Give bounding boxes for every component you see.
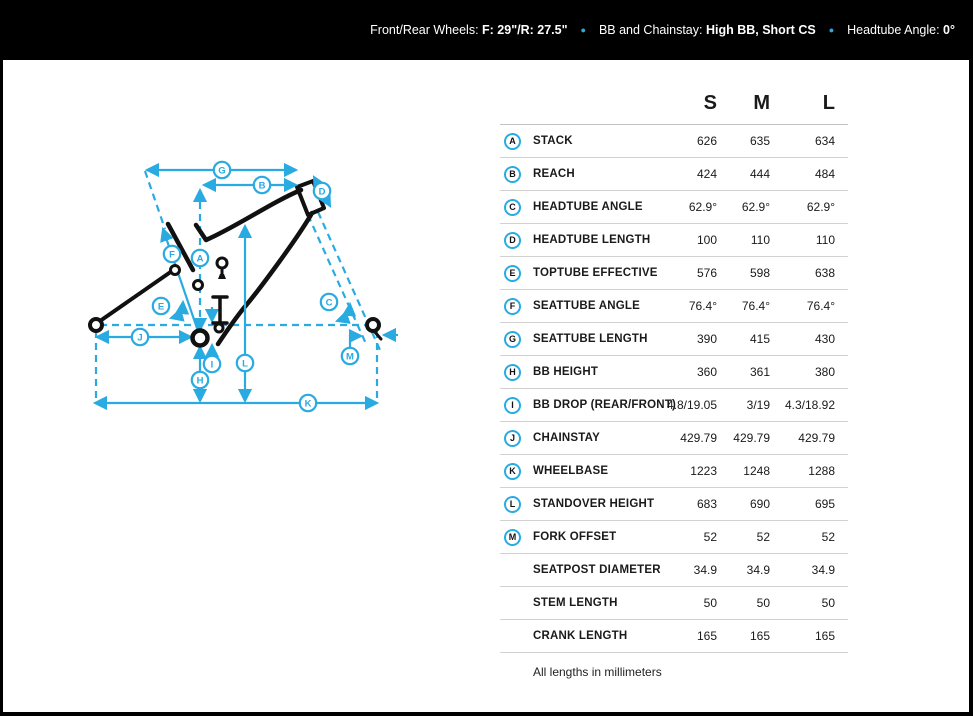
row-value-S: 683 xyxy=(696,497,717,511)
diagram-badge-letter: D xyxy=(318,186,326,198)
row-value-M: 50 xyxy=(756,596,770,610)
table-row xyxy=(500,158,848,191)
diagram-badge-letter: B xyxy=(258,180,266,192)
row-value-S: 390 xyxy=(696,332,717,346)
row-letter-badge: H xyxy=(504,364,521,381)
seat-axis-extension xyxy=(145,171,165,229)
row-value-S: 429.79 xyxy=(680,431,717,445)
row-value-L: 695 xyxy=(814,497,835,511)
seattube-angle-arc-E xyxy=(171,302,183,318)
table-row xyxy=(500,521,848,554)
bike-geometry-diagram xyxy=(64,150,414,415)
row-value-M: 76.4° xyxy=(741,299,770,313)
row-label: SEATPOST DIAMETER xyxy=(533,564,661,576)
row-value-M: 34.9 xyxy=(746,563,770,577)
row-value-S: 4.8/19.05 xyxy=(666,398,717,412)
geometry-table xyxy=(500,86,848,679)
row-value-L: 4.3/18.92 xyxy=(784,398,835,412)
row-label: CRANK LENGTH xyxy=(533,630,628,642)
row-value-M: 429.79 xyxy=(733,431,770,445)
row-value-S: 165 xyxy=(696,629,717,643)
row-label: SEATTUBE ANGLE xyxy=(533,300,640,312)
row-letter-badge: I xyxy=(504,397,521,414)
row-letter-badge: E xyxy=(504,265,521,282)
row-value-L: 484 xyxy=(814,167,835,181)
row-value-M: 635 xyxy=(749,134,770,148)
row-value-L: 1288 xyxy=(808,464,835,478)
row-value-L: 634 xyxy=(814,134,835,148)
table-row xyxy=(500,488,848,521)
row-value-M: 361 xyxy=(749,365,770,379)
rear-axle xyxy=(90,319,102,331)
diagram-badge-letter: L xyxy=(242,358,248,370)
row-value-M: 444 xyxy=(749,167,770,181)
row-value-S: 100 xyxy=(696,233,717,247)
row-value-M: 52 xyxy=(756,530,770,544)
row-value-S: 62.9° xyxy=(688,200,717,214)
row-value-M: 165 xyxy=(749,629,770,643)
row-value-L: 34.9 xyxy=(811,563,835,577)
row-value-S: 52 xyxy=(703,530,717,544)
reference-lines xyxy=(88,171,380,399)
seatpost-symbol xyxy=(217,258,227,279)
topbar-config-item: BB and Chainstay: High BB, Short CS xyxy=(598,23,816,37)
row-value-L: 430 xyxy=(814,332,835,346)
row-letter-badge: A xyxy=(504,133,521,150)
diagram-badge-letter: F xyxy=(169,249,175,261)
row-value-L: 165 xyxy=(814,629,835,643)
table-row xyxy=(500,257,848,290)
row-value-S: 76.4° xyxy=(688,299,717,313)
seatstay-pivot xyxy=(171,266,180,275)
topbar-config-item: Front/Rear Wheels: F: 29"/R: 27.5" xyxy=(370,23,568,37)
diagram-badge-letter: G xyxy=(218,165,226,177)
row-letter-badge: F xyxy=(504,298,521,315)
row-value-S: 1223 xyxy=(690,464,717,478)
table-row xyxy=(500,587,848,620)
diagram-badge-letter: H xyxy=(196,375,204,387)
row-value-M: 3/19 xyxy=(746,398,770,412)
linkage-pivot xyxy=(194,281,203,290)
row-value-S: 34.9 xyxy=(693,563,717,577)
row-value-L: 76.4° xyxy=(806,299,835,313)
size-header-row xyxy=(500,86,848,125)
row-value-L: 52 xyxy=(821,530,835,544)
diagram-badge-letter: C xyxy=(325,297,333,309)
table-row xyxy=(500,356,848,389)
row-letter-badge: L xyxy=(504,496,521,513)
front-axle xyxy=(367,319,379,331)
row-label: TOPTUBE EFFECTIVE xyxy=(533,267,658,279)
table-row xyxy=(500,323,848,356)
top-tube xyxy=(196,190,301,240)
row-label: HEADTUBE ANGLE xyxy=(533,201,643,213)
bottom-bracket xyxy=(193,331,208,346)
row-value-S: 576 xyxy=(696,266,717,280)
shock-symbol xyxy=(213,297,227,332)
row-letter-badge: C xyxy=(504,199,521,216)
row-label: SEATTUBE LENGTH xyxy=(533,333,648,345)
row-letter-badge: M xyxy=(504,529,521,546)
row-value-L: 50 xyxy=(821,596,835,610)
row-value-M: 62.9° xyxy=(741,200,770,214)
diagram-badge-letter: E xyxy=(157,301,165,313)
row-value-S: 50 xyxy=(703,596,717,610)
row-value-M: 598 xyxy=(749,266,770,280)
row-label: CHAINSTAY xyxy=(533,432,600,444)
table-row xyxy=(500,224,848,257)
table-row xyxy=(500,125,848,158)
row-label: FORK OFFSET xyxy=(533,531,617,543)
row-value-L: 638 xyxy=(814,266,835,280)
row-value-M: 690 xyxy=(749,497,770,511)
row-value-L: 429.79 xyxy=(798,431,835,445)
shock-eyelet xyxy=(215,324,223,332)
row-label: BB HEIGHT xyxy=(533,366,599,378)
topbar xyxy=(3,0,969,60)
row-value-S: 360 xyxy=(696,365,717,379)
row-label: REACH xyxy=(533,168,575,180)
diagram-badge-letter: K xyxy=(304,398,312,410)
diagram-badge-letter: I xyxy=(210,359,214,371)
row-label: STANDOVER HEIGHT xyxy=(533,498,655,510)
row-letter-badge: J xyxy=(504,430,521,447)
row-value-L: 62.9° xyxy=(806,200,835,214)
topbar-config-item: Headtube Angle: 0° xyxy=(847,23,955,37)
row-letter-badge: B xyxy=(504,166,521,183)
size-header-S: S xyxy=(703,92,717,114)
row-label: STEM LENGTH xyxy=(533,597,618,609)
row-label: BB DROP (REAR/FRONT) xyxy=(533,399,677,411)
diagram-badge-letter: M xyxy=(346,351,354,363)
table-row xyxy=(500,455,848,488)
row-value-M: 415 xyxy=(749,332,770,346)
table-row xyxy=(500,290,848,323)
size-header-L: L xyxy=(822,92,835,114)
size-header-M: M xyxy=(753,92,770,114)
row-value-S: 424 xyxy=(696,167,717,181)
table-row xyxy=(500,422,848,455)
row-value-M: 110 xyxy=(750,233,770,247)
row-letter-badge: D xyxy=(504,232,521,249)
units-footnote: All lengths in millimeters xyxy=(533,665,662,679)
diagram-badge-letter: J xyxy=(137,332,143,344)
row-value-S: 626 xyxy=(696,134,717,148)
row-letter-badge: K xyxy=(504,463,521,480)
table-row xyxy=(500,191,848,224)
row-label: HEADTUBE LENGTH xyxy=(533,234,651,246)
row-label: STACK xyxy=(533,135,573,147)
topbar-bullet-icon: ● xyxy=(828,24,835,35)
table-row xyxy=(500,620,848,653)
topbar-bullet-icon: ● xyxy=(580,24,586,35)
row-letter-badge: G xyxy=(504,331,521,348)
table-row xyxy=(500,554,848,587)
row-value-L: 380 xyxy=(814,365,835,379)
row-value-M: 1248 xyxy=(743,464,770,478)
row-label: WHEELBASE xyxy=(533,465,609,477)
table-row xyxy=(500,389,848,422)
fork-offset-elbow-M xyxy=(350,336,361,347)
geometry-rows xyxy=(500,125,848,653)
steer-axis xyxy=(308,215,367,346)
diagram-badge-letter: A xyxy=(196,253,204,265)
row-value-L: 110 xyxy=(815,233,835,247)
